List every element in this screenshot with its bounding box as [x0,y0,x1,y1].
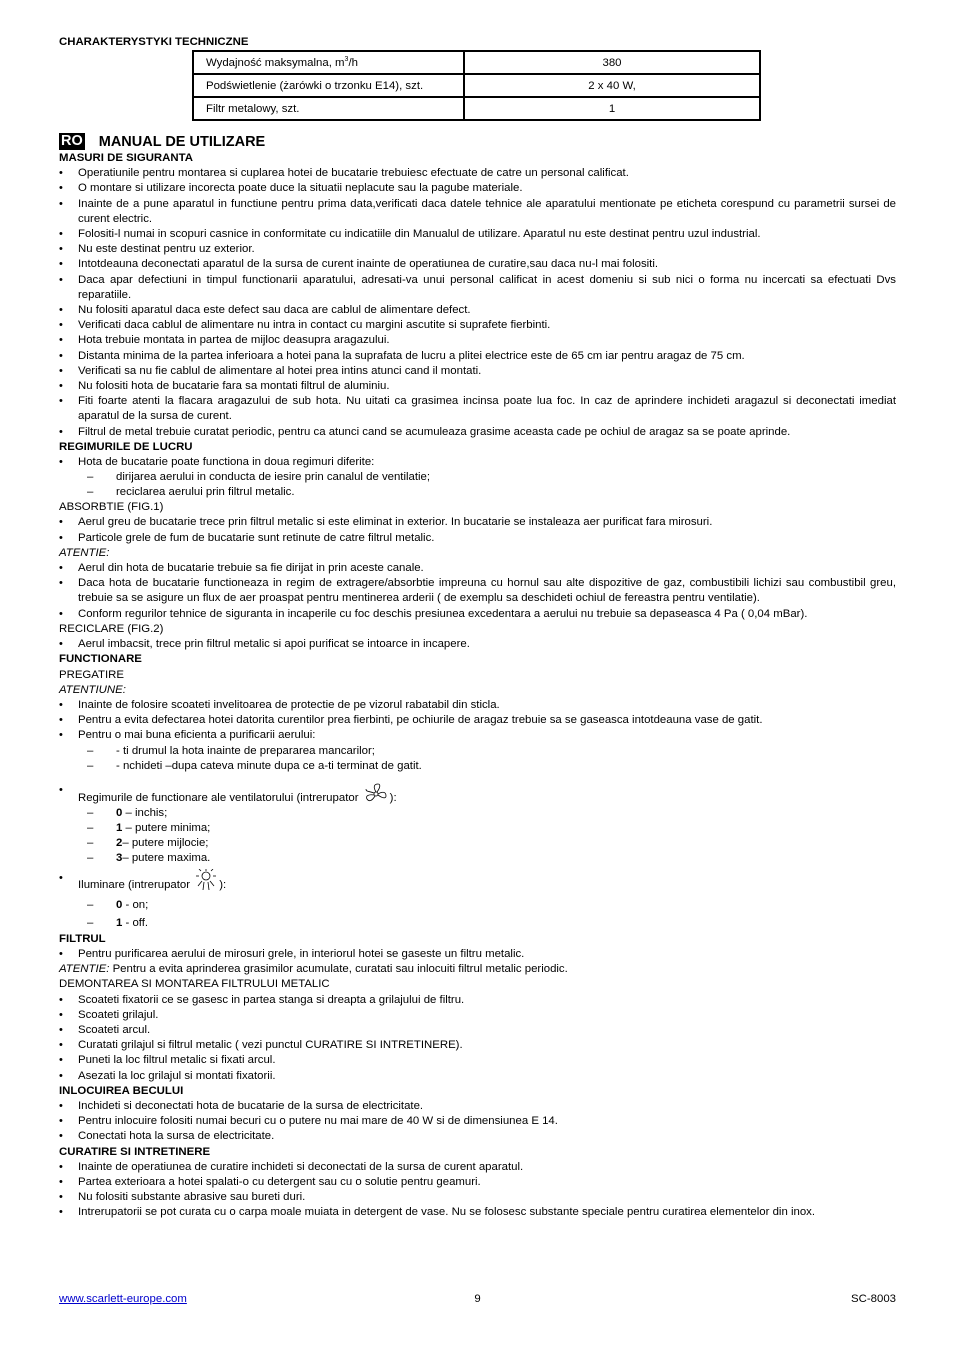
list-item: • Inainte de folosire scoateti invelitoarea de protectie de pe vizorul rabatabil din sticla. [59,698,896,713]
list-item: • Inainte de a pune aparatul in functiune pentru prima data,verificati daca datele tehnice ale aparatului mentionate pe eticheta corespund cu parametrii sursei de curent electric. [59,197,896,227]
list-item: • O montare si utilizare incorecta poate duce la situatii neplacute sau la pagube materiale. [59,181,896,196]
modes-list [59,455,896,470]
list-item: • Daca apar defectiuni in timpul functionarii aparatului, adresati-va unui personal calificat in acest domeniu si sub nici o forma nu incercati sa efectuati Dvs reparatiile. [59,273,896,303]
list-item: • Intotdeauna deconectati aparatul de la sursa de curent inainte de operatiunea de curatire,sau daca nu-l mai folositi. [59,257,896,272]
list-item: • Particole grele de fum de bucatarie sunt retinute de catre filtrul metalic. [59,531,896,546]
filter-list [59,947,896,962]
prep-title: PREGATIRE [59,668,124,681]
safety-list [59,166,896,440]
fan-mode-item: – 0 – inchis; [59,806,896,821]
list-item: • Conform regurilor tehnice de siguranta in incaperile cu foc deschis presiunea excedentara a aerului nu trebuie sa depaseasca 4 Pa ( 0,04 mBar). [59,607,896,622]
efficiency-sublist [59,744,896,774]
dismount-list [59,993,896,1084]
atentie-label: ATENTIE: [59,546,110,559]
light-mode-item: – 1 - off. [59,914,896,932]
spec-row [193,51,760,74]
list-item: • Pentru a evita defectarea hotei datorita curentilor prea fierbinti, pe ochiurile de aragaz trebuie sa se gaseasca intotdeauna vase de gatit. [59,713,896,728]
light-mode-item: – 0 - on; [59,896,896,914]
recirc-list [59,637,896,652]
spec-value: 380 [464,51,760,74]
sub-item: – - nchideti –dupa cateva minute dupa ce a-ti terminat de gatit. [59,759,896,774]
list-item: • Regimurile de functionare ale ventilatorului (intrerupator ): [59,783,896,806]
heading-modes: REGIMURILE DE LUCRU [59,440,193,453]
spec-row [193,97,760,120]
sub-item: – dirijarea aerului in conducta de iesire prin canalul de ventilatie; [59,470,896,485]
atentiune-label: ATENTIUNE: [59,683,126,696]
fan-mode-item: – 1 – putere minima; [59,821,896,836]
list-item: • Asezati la loc grilajul si montati fixatorii. [59,1069,896,1084]
list-item: • Inchideti si deconectati hota de bucatarie de la sursa de electricitate. [59,1099,896,1114]
list-item: • Distanta minima de la partea inferioara a hotei pana la suprafata de lucru a plitei electrice este de 65 cm iar pentru aragaz de 75 cm. [59,349,896,364]
model-number: SC-8003 [851,1293,896,1305]
list-item: • Conectati hota la sursa de electricitate. [59,1129,896,1144]
list-item: • Puneti la loc filtrul metalic si fixati arcul. [59,1053,896,1068]
list-item: • Fiti foarte atenti la flacara aragazului de sub hota. Nu uitati ca grasimea incinsa poate lua foc. In caz de aprindere inchideti aragazul si deconectati imediat aparatul de la sursa de curent. [59,394,896,424]
atentie-list [59,561,896,622]
list-item: • Inainte de operatiunea de curatire inchideti si deconectati de la sursa de curent aparatul. [59,1160,896,1175]
list-item: • Hota trebuie montata in partea de mijloc deasupra aragazului. [59,333,896,348]
list-item: • Nu folositi hota de bucatarie fara sa montati filtrul de aluminiu. [59,379,896,394]
spec-title: CHARAKTERYSTYKI TECHNICZNE [59,36,249,48]
spec-row [193,74,760,97]
light-list [59,869,896,894]
manual-page [59,36,896,1221]
list-item: • Filtrul de metal trebuie curatat periodic, pentru ca atunci cand se acumuleaza grasime aceasta cade pe ochiul de aragaz sa se poate aprinde. [59,425,896,440]
language-badge: RO [61,133,83,149]
website-link[interactable]: www.scarlett-europe.com [59,1293,187,1305]
list-item: • Operatiunile pentru montarea si cuplarea hotei de bucatarie trebuiesc efectuate de catre un personal calificat. [59,166,896,181]
spec-label: Podświetlenie (żarówki o trzonku E14), szt. [193,74,464,97]
list-item: • Partea exterioara a hotei spalati-o cu detergent sau cu o solutie pentru geamuri. [59,1175,896,1190]
spec-value: 2 x 40 W, [464,74,760,97]
list-item: • Iluminare (intrerupator ): [59,869,896,894]
list-item: • Pentru inlocuire folositi numai becuri cu o putere nu mai mare de 40 W si de dimensiunea E 14. [59,1114,896,1129]
list-item: • Aerul greu de bucatarie trece prin filtrul metalic si este eliminat in exterior. In bucatarie se instaleaza aer purificat fara mirosuri. [59,515,896,530]
sub-item: – reciclarea aerului prin filtrul metalic. [59,485,896,500]
absorb-list [59,515,896,545]
list-item: • Scoateti grilajul. [59,1008,896,1023]
dismount-title: DEMONTAREA SI MONTAREA FILTRULUI METALIC [59,978,330,991]
light-bulb-icon [193,869,219,891]
sub-item: – - ti drumul la hota inainte de prepararea mancarilor; [59,744,896,759]
list-item: • Verificati sa nu fie cablul de alimentare al hotei prea intins atunci cand il montati. [59,364,896,379]
heading-bulb: INLOCUIREA BECULUI [59,1084,184,1097]
cleaning-list [59,1160,896,1221]
fan-icon [362,783,390,805]
operation-list [59,698,896,744]
light-modes [59,896,896,932]
list-item: • Folositi-l numai in scopuri casnice in conformitate cu indicatiile din Manualul de utilizare. Aparatul nu este destinat pentru uzul industrial. [59,227,896,242]
list-item: • Hota de bucatarie poate functiona in doua regimuri diferite: [59,455,896,470]
list-item: • Intrerupatorii se pot curata cu o carpa moale muiata in detergent de vase. Nu se folosesc substante speciale pentru curatirea elementelor din inox. [59,1205,896,1220]
fan-mode-item: – 2– putere mijlocie; [59,836,896,851]
list-item: • Nu folositi substante abrasive sau bureti duri. [59,1190,896,1205]
heading-safety: MASURI DE SIGURANTA [59,152,193,164]
bulb-list [59,1099,896,1145]
list-item: • Pentru purificarea aerului de mirosuri grele, in interiorul hotei se gaseste un filtru metalic. [59,947,896,962]
page-footer [59,1293,896,1309]
list-item: • Aerul din hota de bucatarie trebuie sa fie dirijat in prin aceste canale. [59,561,896,576]
manual-title: MANUAL DE UTILIZARE [98,133,266,150]
recirc-title: RECICLARE (FIG.2) [59,622,164,635]
list-item: • Pentru o mai buna eficienta a purificarii aerului: [59,728,896,743]
fan-list [59,783,896,806]
fan-modes [59,806,896,866]
spec-table [192,50,761,121]
absorb-title: ABSORBTIE (FIG.1) [59,501,164,514]
filter-note: ATENTIE: Pentru a evita aprinderea grasimilor acumulate, curatati sau inlocuiti filtrul metalic periodic. [59,963,568,976]
list-item: • Nu este destinat pentru uz exterior. [59,242,896,257]
section-header [59,132,896,151]
heading-cleaning: CURATIRE SI INTRETINERE [59,1145,211,1158]
spec-label: Filtr metalowy, szt. [193,97,464,120]
modes-sublist [59,470,896,500]
fan-mode-item: – 3– putere maxima. [59,851,896,866]
list-item: • Daca hota de bucatarie functioneaza in regim de extragere/absorbtie impreuna cu hornul sau alte dispozitive de gaz, combustibili lichizi sau combustibil greu, trebuie sa se asigure un flux de aer proaspat pentru mentinerea arderii ( de exemplu sa deschideti ochiul de fereastra pentru ventilatie). [59,576,896,606]
list-item: • Aerul imbacsit, trece prin filtrul metalic si apoi purificat se intoarce in incapere. [59,637,896,652]
list-item: • Verificati daca cablul de alimentare nu intra in contact cu margini ascutite si suprafete fierbinti. [59,318,896,333]
spec-value: 1 [464,97,760,120]
page-number: 9 [474,1293,481,1305]
spec-label: Wydajność maksymalna, $m^3/h$ [193,51,464,74]
list-item: • Scoateti arcul. [59,1023,896,1038]
heading-operation: FUNCTIONARE [59,653,142,666]
list-item: • Nu folositi aparatul daca este defect sau daca are cablul de alimentare defect. [59,303,896,318]
list-item: • Curatati grilajul si filtrul metalic ( vezi punctul CURATIRE SI INTRETINERE). [59,1038,896,1053]
list-item: • Scoateti fixatorii ce se gasesc in partea stanga si dreapta a grilajului de filtru. [59,993,896,1008]
heading-filter: FILTRUL [59,932,106,945]
